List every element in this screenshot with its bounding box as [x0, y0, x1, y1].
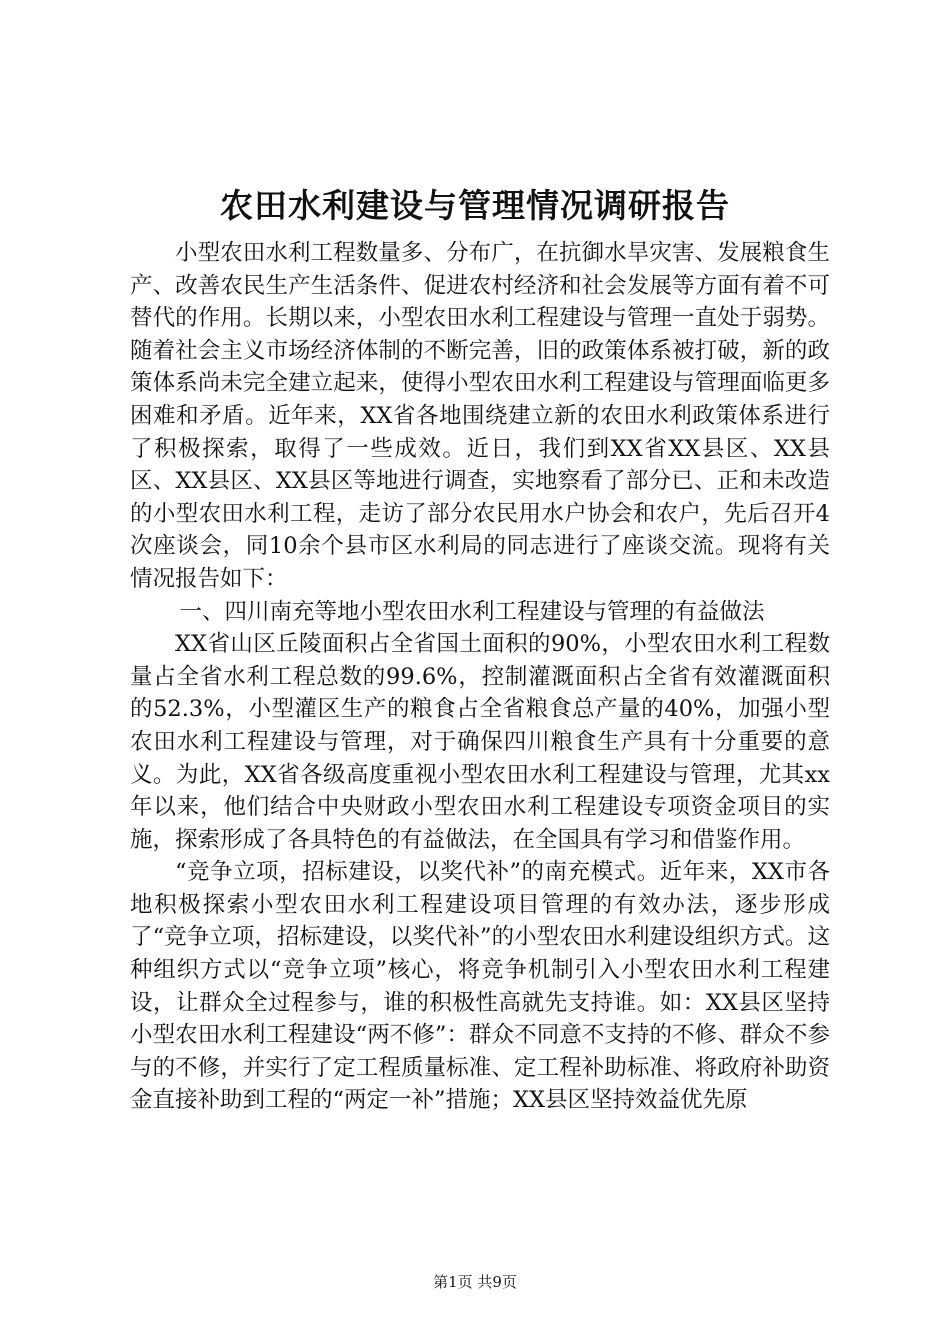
- document-body: [130, 237, 830, 1117]
- section-heading-1: 一、四川南充等地小型农田水利工程建设与管理的有益做法: [179, 598, 765, 625]
- paragraph-sichuan-overview: XX省山区丘陵面积占全省国土面积的90%，小型农田水利工程数量占全省水利工程总数的99.6%，控制灌溉面积占全省有效灌溉面积的52.3%，小型灌区生产的粮食占全省粮食总产量的40%，加强小型农田水利工程建设与管理，对于确保四川粮食生产具有十分重要的意义。为此，XX省各级高度重视小型农田水利工程建设与管理，尤其xx年以来，他们结合中央财政小型农田水利工程建设专项资金项目的实施，探索形成了各具特色的有益做法，在全国具有学习和借鉴作用。: [130, 631, 830, 853]
- page-number-footer: 第1页 共9页: [433, 1273, 517, 1291]
- paragraph-nanchong-model: “竞争立项，招标建设，以奖代补”的南充模式。近年来，XX市各地积极探索小型农田水利工程建设项目管理的有效办法，逐步形成了“竞争立项，招标建设，以奖代补”的小型农田水利建设组织方式。这种组织方式以“竞争立项”核心，将竞争机制引入小型农田水利工程建设，让群众全过程参与，谁的积极性高就先支持谁。如：XX县区坚持小型农田水利工程建设“两不修”：群众不同意不支持的不修、群众不参与的不修，并实行了定工程质量标准、定工程补助标准、将政府补助资金直接补助到工程的“两定一补”措施；XX县区坚持效益优先原: [130, 859, 830, 1114]
- document-title: 农田水利建设与管理情况调研报告: [220, 186, 730, 225]
- paragraph-intro: 小型农田水利工程数量多、分布广，在抗御水旱灾害、发展粮食生产、改善农民生产生活条件、促进农村经济和社会发展等方面有着不可替代的作用。长期以来，小型农田水利工程建设与管理一直处于弱势。随着社会主义市场经济体制的不断完善，旧的政策体系被打破，新的政策体系尚未完全建立起来，使得小型农田水利工程建设与管理面临更多困难和矛盾。近年来，XX省各地围绕建立新的农田水利政策体系进行了积极探索，取得了一些成效。近日，我们到XX省XX县区、XX县区、XX县区、XX县区等地进行调查，实地察看了部分已、正和未改造的小型农田水利工程，走访了部分农民用水户协会和农户，先后召开4次座谈会，同10余个县市区水利局的同志进行了座谈交流。现将有关情况报告如下：: [130, 240, 830, 592]
